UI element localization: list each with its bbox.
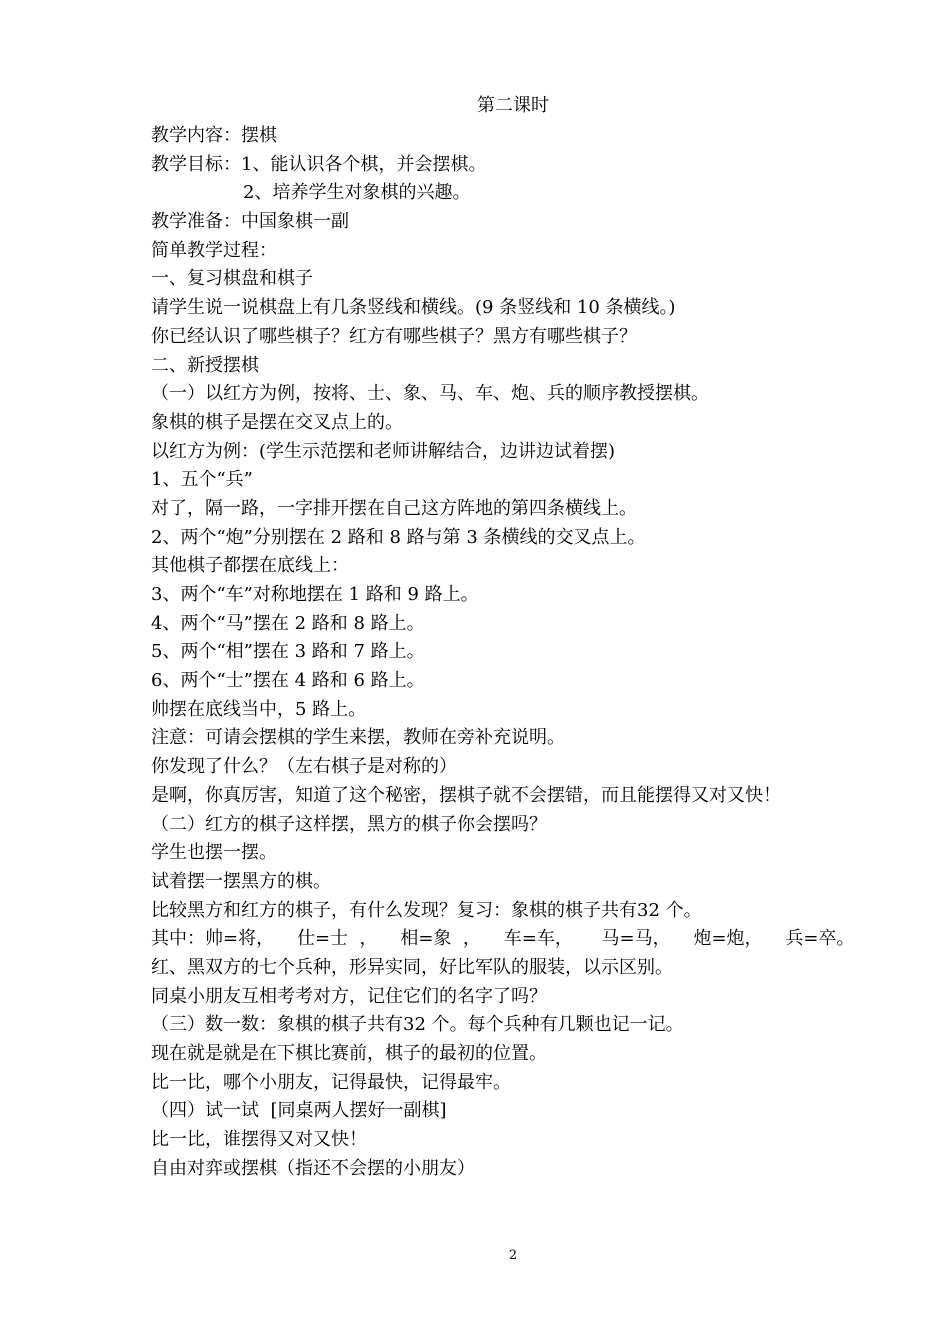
text-line: 学生也摆一摆。 [151,842,277,864]
text-line: 1、五个“兵” [151,469,253,491]
text-line: （四）试一试 [同桌两人摆好一副棋] [151,1100,447,1122]
text-line: 教学准备：中国象棋一副 [151,211,349,233]
text-line: 试着摆一摆黑方的棋。 [151,870,331,892]
text-line: 6、两个“士”摆在 4 路和 6 路上。 [151,670,425,692]
text-line: 5、两个“相”摆在 3 路和 7 路上。 [151,641,425,663]
text-line: 二、新授摆棋 [151,354,259,376]
text-line: （一）以红方为例，按将、士、象、马、车、炮、兵的顺序教授摆棋。 [151,383,709,405]
text-line: 2、两个“炮”分别摆在 2 路和 8 路与第 3 条横线的交叉点上。 [151,526,646,548]
text-line: 4、两个“马”摆在 2 路和 8 路上。 [151,612,425,634]
text-line: 帅摆在底线当中，5 路上。 [151,698,367,720]
text-line: 教学目标：1、能认识各个棋，并会摆棋。 [151,153,487,175]
text-line: 其中：帅=将， 仕=士 ， 相=象 ， 车=车， 马=马， 炮=炮， 兵=卒。 [151,928,855,950]
document-title: 第二课时 [477,95,549,116]
text-line: 对了，隔一路，一字排开摆在自己这方阵地的第四条横线上。 [151,497,637,519]
text-line: 以红方为例：(学生示范摆和老师讲解结合，边讲边试着摆) [151,440,616,462]
text-line: （三）数一数：象棋的棋子共有32 个。每个兵种有几颗也记一记。 [151,1014,684,1036]
text-line: 教学内容：摆棋 [151,125,277,146]
text-line: 2、培养学生对象棋的兴趣。 [243,182,471,204]
text-line: 比较黑方和红方的棋子，有什么发现？复习：象棋的棋子共有32 个。 [151,899,702,921]
text-line: 简单教学过程： [151,239,277,261]
page-number: 2 [508,1248,518,1263]
text-line: 比一比，哪个小朋友，记得最快，记得最牢。 [151,1071,511,1093]
text-line: 现在就是就是在下棋比赛前，棋子的最初的位置。 [151,1043,547,1064]
text-line: （二）红方的棋子这样摆，黑方的棋子你会摆吗？ [151,813,547,835]
text-line: 3、两个“车”对称地摆在 1 路和 9 路上。 [151,584,479,605]
text-line: 其他棋子都摆在底线上： [151,555,349,577]
text-line: 同桌小朋友互相考考对方，记住它们的名字了吗？ [151,985,547,1007]
text-line: 你发现了什么？（左右棋子是对称的） [151,756,457,778]
text-line: 注意：可请会摆棋的学生来摆，教师在旁补充说明。 [151,727,565,749]
text-line: 是啊，你真厉害，知道了这个秘密，摆棋子就不会摆错，而且能摆得又对又快！ [151,784,781,806]
text-line: 自由对弈或摆棋（指还不会摆的小朋友） [151,1157,475,1179]
document-body [151,122,891,1183]
text-line: 比一比，谁摆得又对又快！ [151,1129,367,1151]
text-line: 一、复习棋盘和棋子 [151,268,313,290]
text-line: 你已经认识了哪些棋子？红方有哪些棋子？黑方有哪些棋子？ [151,325,637,347]
text-line: 请学生说一说棋盘上有几条竖线和横线。(9 条竖线和 10 条横线。) [151,297,676,319]
text-line: 红、黑双方的七个兵种，形异实同，好比军队的服装，以示区别。 [151,956,673,978]
text-line: 象棋的棋子是摆在交叉点上的。 [151,411,403,433]
